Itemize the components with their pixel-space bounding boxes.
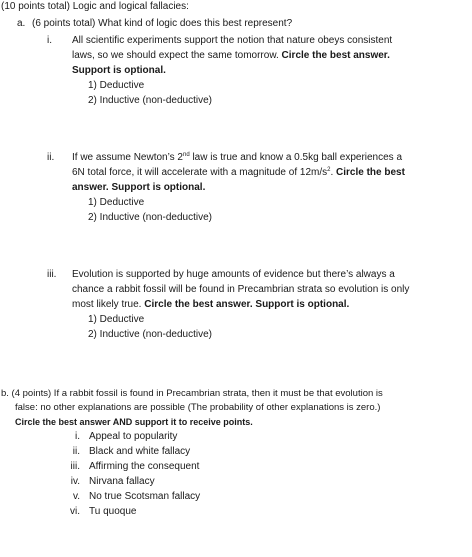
part-b-line-2: false: no other explanations are possible (The probability of other explanations is zero.) [15, 402, 381, 413]
part-b-line-1: b. (4 points) If a rabbit fossil is found in Precambrian strata, then it must be that evolution is [1, 388, 383, 399]
question-i-support-note: Support is optional. [72, 65, 166, 76]
question-iii-option-2: 2) Inductive (non-deductive) [88, 329, 212, 340]
fallacy-option-tu-quoque: Tu quoque [89, 506, 137, 517]
question-ii-option-1: 1) Deductive [88, 197, 145, 208]
question-ii-text-d: . [330, 167, 334, 178]
question-ii-instruction: Circle the best [336, 167, 405, 178]
fallacy-option-numeral: ii. [72, 446, 80, 457]
fallacy-option-numeral: v. [72, 491, 80, 502]
question-i-statement-end: laws, so we should expect the same tomorrow. [72, 50, 279, 61]
question-iii-line-1: Evolution is supported by huge amounts of evidence but there’s always a [72, 269, 395, 280]
question-i-instruction: Circle the best answer. [281, 50, 390, 61]
question-i-line-2 [72, 49, 390, 63]
question-ii-option-2: 2) Inductive (non-deductive) [88, 212, 212, 223]
question-ii-numeral: ii. [47, 152, 55, 163]
question-iii-line-3 [72, 298, 349, 312]
fallacy-option-numeral: iii. [70, 461, 80, 472]
part-b-instruction: Circle the best answer AND support it to receive points. [15, 417, 253, 427]
fallacy-option-numeral: i. [75, 431, 80, 442]
fallacy-option-nirvana: Nirvana fallacy [89, 476, 155, 487]
part-a-prompt: (6 points total) What kind of logic does this best represent? [32, 18, 293, 29]
fallacy-option-affirming-consequent: Affirming the consequent [89, 461, 200, 472]
part-a-marker: a. [17, 18, 26, 29]
question-ii-line-2 [72, 166, 405, 180]
question-iii-statement-end: most likely true. [72, 299, 142, 310]
question-ii-text-a: If we assume Newton’s 2 [72, 152, 183, 163]
fallacy-option-numeral: vi. [70, 506, 80, 517]
ordinal-superscript: nd [182, 152, 190, 158]
fallacy-option-black-and-white: Black and white fallacy [89, 446, 191, 457]
question-ii-line-1 [72, 151, 402, 165]
question-i-numeral: i. [47, 35, 52, 46]
page-title: (10 points total) Logic and logical fallacies: [1, 1, 189, 12]
question-ii-text-b: law is true and know a 0.5kg ball experiences a [189, 152, 403, 163]
question-i-option-2: 2) Inductive (non-deductive) [88, 95, 212, 106]
question-iii-option-1: 1) Deductive [88, 314, 145, 325]
fallacy-option-appeal-to-popularity: Appeal to popularity [89, 431, 178, 442]
fallacy-option-no-true-scotsman: No true Scotsman fallacy [89, 491, 201, 502]
fallacy-option-numeral: iv. [70, 476, 80, 487]
question-iii-numeral: iii. [47, 269, 57, 280]
question-iii-instruction: Circle the best answer. Support is optional. [144, 299, 350, 310]
question-ii-support-note: answer. Support is optional. [72, 182, 206, 193]
question-i-line-1: All scientific experiments support the notion that nature obeys consistent [72, 35, 393, 46]
question-ii-text-c: 6N total force, it will accelerate with a magnitude of 12m/s [72, 167, 328, 178]
question-i-option-1: 1) Deductive [88, 80, 145, 91]
question-iii-line-2: chance a rabbit fossil will be found in Precambrian strata so evolution is only [72, 284, 410, 295]
exponent-superscript: 2 [327, 167, 331, 173]
